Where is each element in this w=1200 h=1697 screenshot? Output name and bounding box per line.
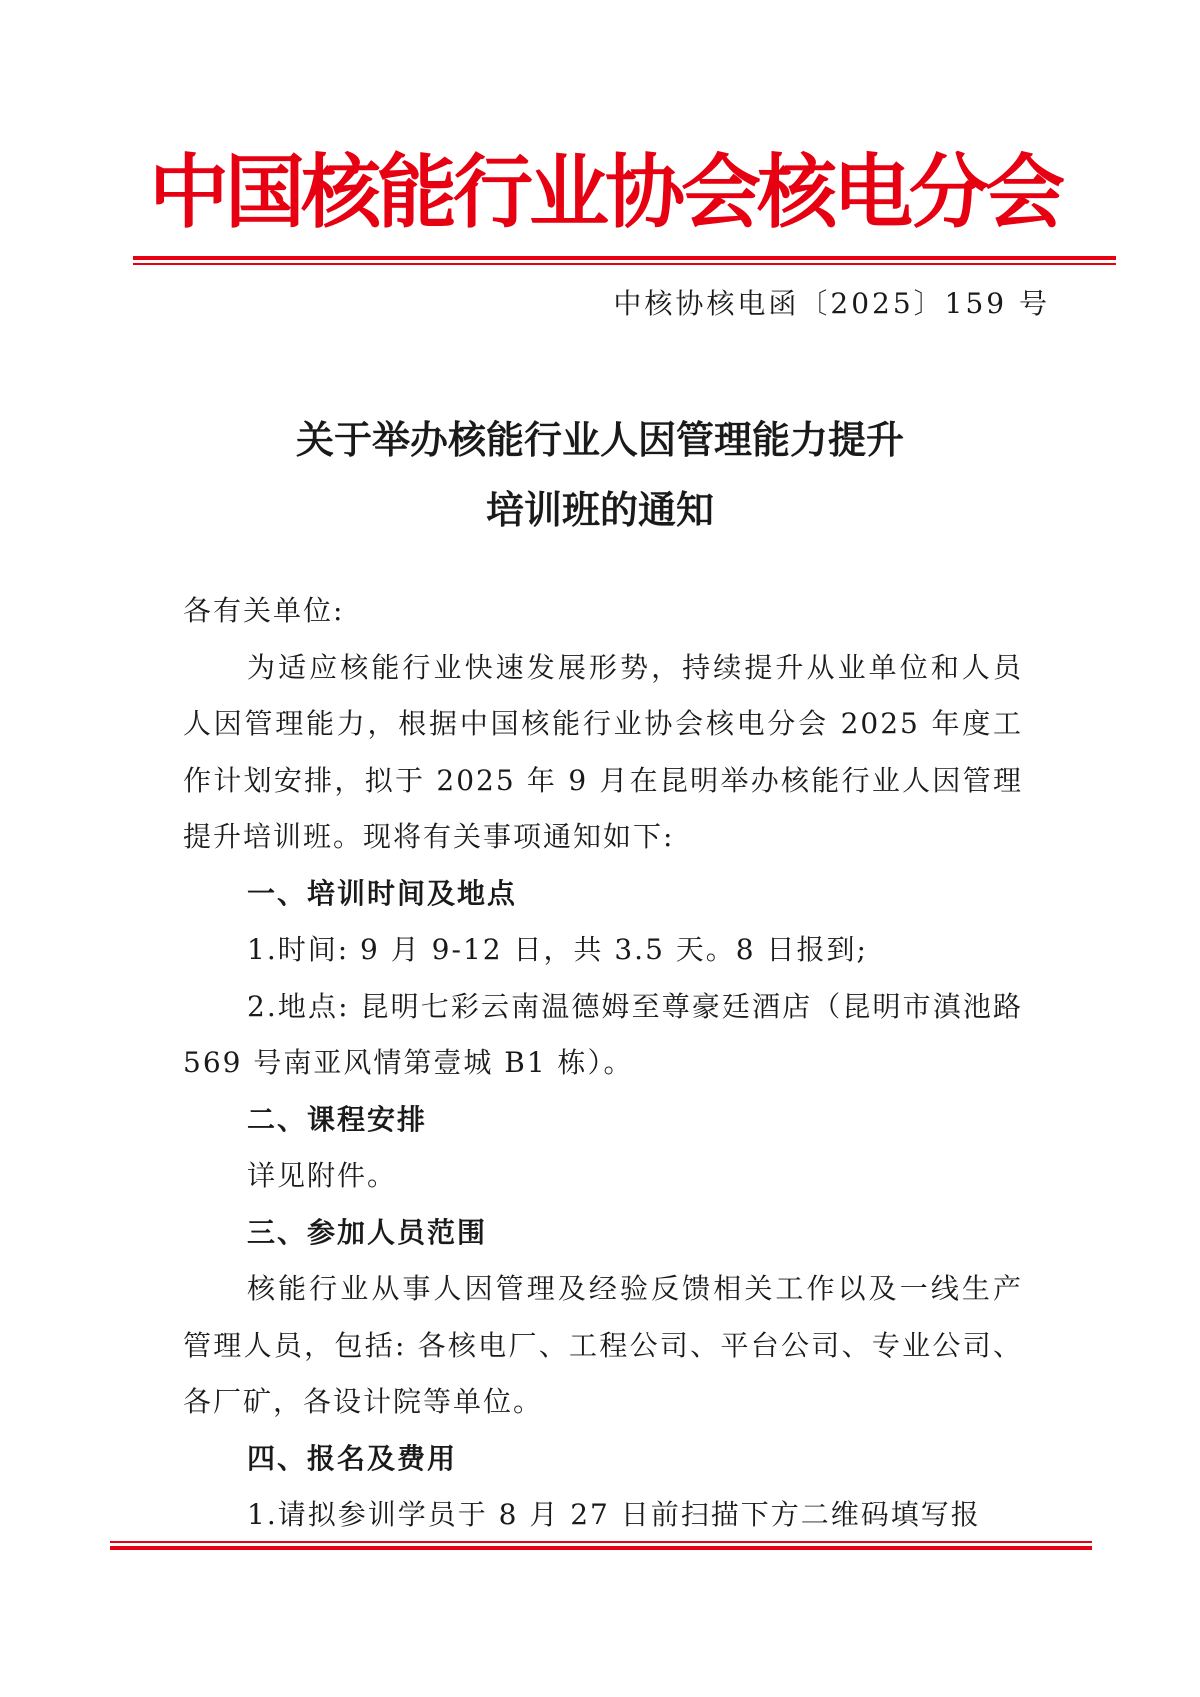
document-number: 中核协核电函〔2025〕159 号 — [613, 287, 1050, 320]
section-item-location: 2.地点: 昆明七彩云南温德姆至尊豪廷酒店（昆明市滇池路 569 号南亚风情第壹城 B1 栋）。 — [183, 989, 1023, 1079]
letterhead-red-rule-thick — [133, 256, 1116, 260]
section-heading-registration: 四、报名及费用 — [247, 1441, 458, 1475]
section-item-registration: 1.请拟参训学员于 8 月 27 日前扫描下方二维码填写报 — [247, 1498, 981, 1531]
document-title — [150, 405, 1050, 545]
letterhead-red-rule-thin — [133, 263, 1116, 265]
document-title-line-1: 关于举办核能行业人因管理能力提升 — [295, 417, 904, 462]
section-item-participants: 核能行业从事人因管理及经验反馈相关工作以及一线生产管理人员，包括: 各核电厂、工程公司、平台公司、专业公司、各厂矿，各设计院等单位。 — [183, 1272, 1023, 1418]
document-title-line-2: 培训班的通知 — [485, 487, 714, 532]
org-letterhead-title: 中国核能行业协会核电分会 — [149, 146, 1061, 239]
footer-red-rule-thick — [110, 1546, 1092, 1550]
section-heading-time-location: 一、培训时间及地点 — [247, 876, 518, 910]
section-item-courses: 详见附件。 — [247, 1159, 398, 1192]
salutation: 各有关单位: — [183, 594, 345, 627]
section-heading-participants: 三、参加人员范围 — [247, 1215, 488, 1249]
section-item-time: 1.时间: 9 月 9-12 日，共 3.5 天。8 日报到; — [247, 933, 868, 966]
footer-red-rule-thin — [110, 1541, 1092, 1543]
intro-paragraph: 为适应核能行业快速发展形势，持续提升从业单位和人员人因管理能力，根据中国核能行业协会核电分会 2025 年度工作计划安排，拟于 2025 年 9 月在昆明举办核能行业人因管理提升培训班。现将有关事项通知如下: — [183, 650, 1023, 853]
section-heading-courses: 二、课程安排 — [247, 1102, 428, 1136]
document-body — [183, 583, 1023, 1544]
